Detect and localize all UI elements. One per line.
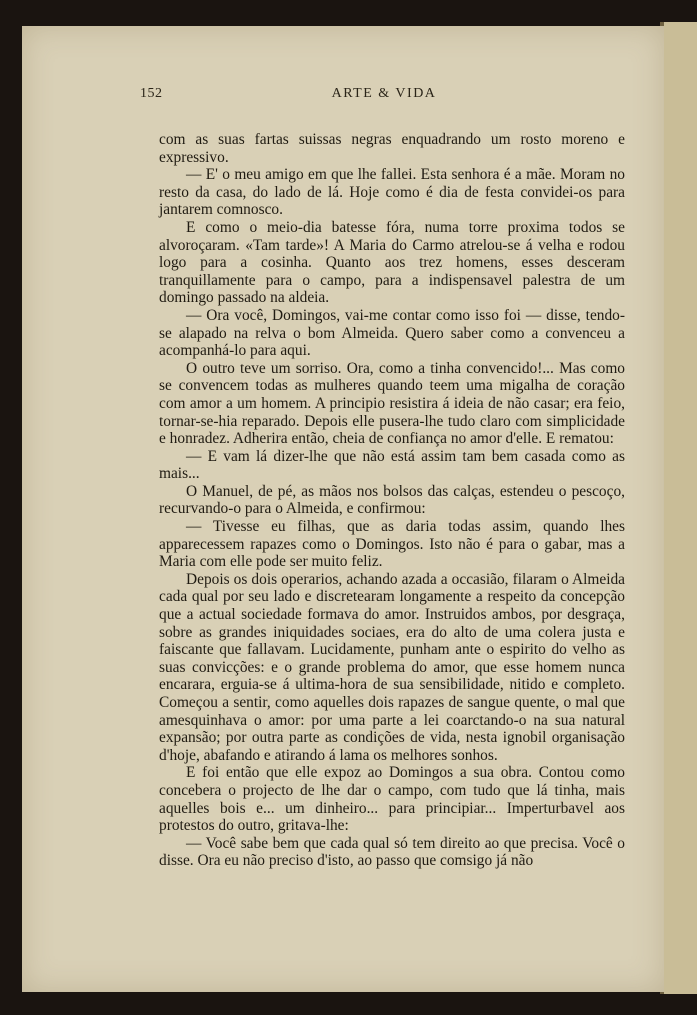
- next-page-edge: [662, 22, 697, 994]
- paragraph: Depois os dois operarios, achando azada a occasião, filaram o Almeida cada qual por seu lado e discretearam longamente a respeito da concepção que a actual sociedade formava do amor. Instruidos ambos, por desgraça, sobre as grandes iniquidades sociaes, era do alto de uma colera justa e faiscante que fallavam. Lucidamente, punham ante o espirito do velho as suas convicções: e o grande problema do amor, que esse homem nunca encarara, erguia-se á ultima-hora de sua sensibilidade, nitido e completo. Começou a sentir, como aquelles dois rapazes de sangue quente, o mal que amesquinhava o amor: por uma parte a lei coarctando-o na sua natural expansão; por outra parte as condições de vida, nesta ignobil organisação d'hoje, abafando e atirando á lama os melhores sonhos.: [159, 570, 625, 764]
- body-text: [159, 131, 625, 870]
- paragraph: — Você sabe bem que cada qual só tem direito ao que precisa. Você o disse. Ora eu não preciso d'isto, ao passo que comsigo já não: [159, 834, 625, 870]
- running-title: ARTE & VIDA: [331, 86, 437, 101]
- paragraph: E como o meio-dia batesse fóra, numa torre proxima todos se alvoroçaram. «Tam tarde»! A Maria do Carmo atrelou-se á velha e rodou logo para a cosinha. Quanto aos trez homens, esses desceram tranquillamente para o campo, para a indispensavel palestra de um domingo passado na aldeia.: [159, 218, 625, 307]
- paragraph: — E' o meu amigo em que lhe fallei. Esta senhora é a mãe. Moram no resto da casa, do lado de lá. Hoje como é dia de festa convidei-os para jantarem comnosco.: [159, 166, 625, 219]
- paragraph: O outro teve um sorriso. Ora, como a tinha convencido!... Mas como se convencem todas as mulheres quando teem uma migalha de coração com amor a um homem. A principio resistira á ideia de não casar; era feio, tornar-se-hia reparado. Depois elle pusera-lhe tudo claro com simplicidade e honradez. Adherira então, cheia de confiança no amor d'elle. E rematou:: [159, 359, 625, 448]
- paragraph: — E vam lá dizer-lhe que não está assim tam bem casada como as mais...: [159, 447, 625, 483]
- paragraph: E foi então que elle expoz ao Domingos a sua obra. Contou como concebera o projecto de lhe dar o campo, com tudo que lá tinha, mais aquelles bois e... um dinheiro... para principiar... Imperturbavel aos protestos do outro, gritava-lhe:: [159, 764, 625, 835]
- page-number: 152: [140, 86, 163, 101]
- paragraph: O Manuel, de pé, as mãos nos bolsos das calças, estendeu o pescoço, recurvando-o para o Almeida, e confirmou:: [159, 482, 625, 518]
- paragraph: — Tivesse eu filhas, que as daria todas assim, quando lhes apparecessem rapazes como o Domingos. Isto não é para o gabar, mas a Maria com elle pode ser muito feliz.: [159, 518, 625, 571]
- paragraph: — Ora você, Domingos, vai-me contar como isso foi — disse, tendo-se alapado na relva o bom Almeida. Quero saber como a convenceu a acompanhá-lo para aqui.: [159, 306, 625, 360]
- paragraph: com as suas fartas suissas negras enquadrando um rosto moreno e expressivo.: [159, 131, 625, 166]
